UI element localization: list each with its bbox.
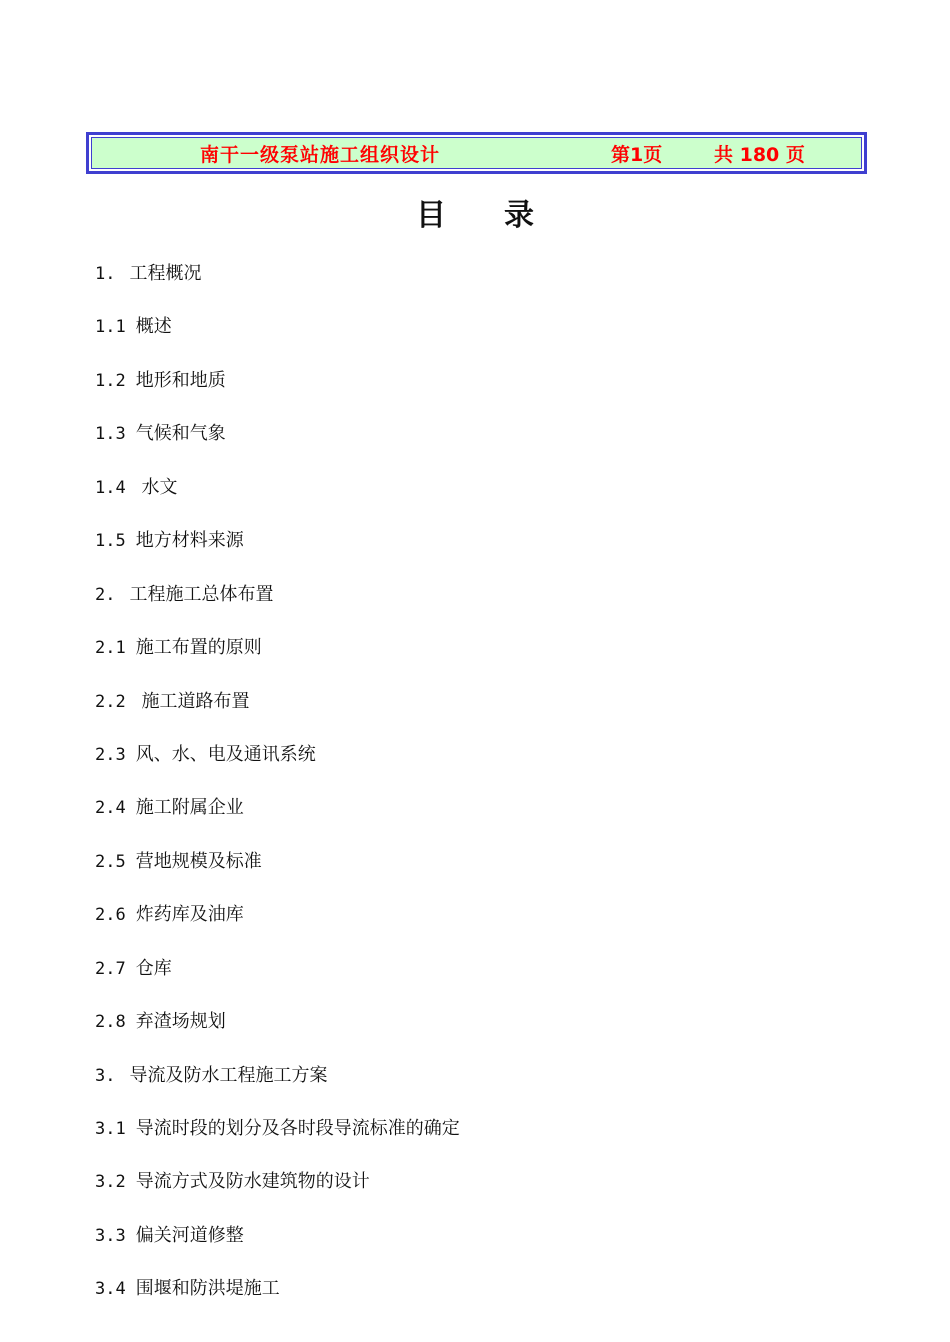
toc-entry-number: 1.4 — [95, 477, 126, 498]
toc-entry-label: 施工布置的原则 — [135, 637, 262, 659]
toc-entry-label: 工程概况 — [129, 263, 202, 284]
page-header-box — [86, 132, 867, 174]
toc-entry[interactable] — [95, 630, 855, 683]
toc-heading: 目录 — [416, 198, 592, 233]
toc-entry[interactable] — [95, 1164, 855, 1217]
page-number: 第1页 — [611, 143, 663, 166]
toc-entry-label: 偏关河道修整 — [135, 1224, 244, 1246]
toc-entry[interactable] — [95, 1111, 855, 1164]
toc-entry-number: 2.4 — [95, 798, 126, 819]
toc-entry-number: 2.2 — [95, 691, 126, 712]
toc-entry-label: 施工附属企业 — [135, 797, 244, 819]
toc-entry-label: 气候和气象 — [135, 423, 226, 445]
toc-entry-label: 工程施工总体布置 — [129, 583, 274, 605]
toc-entry-number: 2.7 — [95, 958, 126, 979]
toc-entry-number: 2. — [95, 584, 116, 605]
page-total: 共 180 页 — [714, 143, 805, 166]
toc-entry[interactable] — [95, 523, 855, 576]
toc-entry[interactable] — [95, 363, 855, 416]
toc-entry-number: 2.1 — [95, 638, 126, 659]
toc-entry[interactable] — [95, 416, 855, 469]
toc-entry-label: 导流及防水工程施工方案 — [129, 1064, 328, 1086]
toc-entry-label: 导流方式及防水建筑物的设计 — [135, 1171, 370, 1193]
toc-entry-number: 2.8 — [95, 1012, 126, 1033]
toc-entry[interactable] — [95, 951, 855, 1004]
toc-entry[interactable] — [95, 897, 855, 950]
toc-entry-number: 3.3 — [95, 1225, 126, 1246]
toc-entry-number: 1.3 — [95, 424, 126, 445]
toc-entry[interactable] — [95, 470, 855, 523]
toc-entry-label: 营地规模及标准 — [135, 850, 262, 872]
toc-entry[interactable] — [95, 1271, 855, 1324]
toc-entry[interactable] — [95, 737, 855, 790]
toc-list — [95, 256, 855, 1325]
page-header-inner — [91, 137, 862, 169]
toc-entry-label: 导流时段的划分及各时段导流标准的确定 — [135, 1118, 460, 1139]
toc-entry-number: 2.5 — [95, 851, 126, 872]
toc-entry-label: 地形和地质 — [135, 369, 226, 391]
toc-entry[interactable] — [95, 684, 855, 737]
toc-entry[interactable] — [95, 577, 855, 630]
toc-entry-label: 弃渣场规划 — [135, 1011, 226, 1033]
toc-entry-number: 2.3 — [95, 744, 126, 765]
document-title: 南干一级泵站施工组织设计 — [200, 143, 441, 166]
toc-entry-label: 炸药库及油库 — [135, 904, 244, 926]
toc-entry-label: 围堰和防洪堤施工 — [135, 1278, 280, 1300]
toc-entry[interactable] — [95, 1218, 855, 1271]
toc-entry[interactable] — [95, 844, 855, 897]
toc-entry-label: 施工道路布置 — [135, 690, 250, 712]
toc-entry-number: 2.6 — [95, 905, 126, 926]
toc-entry-label: 地方材料来源 — [135, 530, 244, 552]
toc-entry[interactable] — [95, 256, 855, 309]
toc-entry-number: 3. — [95, 1065, 116, 1086]
toc-entry-label: 风、水、电及通讯系统 — [135, 743, 316, 765]
toc-entry-number: 3.2 — [95, 1172, 126, 1193]
toc-entry-number: 1.1 — [95, 317, 126, 338]
toc-entry-number: 1.5 — [95, 531, 126, 552]
toc-entry[interactable] — [95, 309, 855, 362]
toc-entry-label: 概述 — [135, 316, 172, 338]
toc-entry-number: 1. — [95, 264, 116, 284]
toc-entry-number: 3.1 — [95, 1119, 126, 1139]
toc-entry-label: 仓库 — [135, 957, 172, 979]
toc-entry[interactable] — [95, 790, 855, 843]
toc-entry-number: 3.4 — [95, 1279, 126, 1300]
toc-entry[interactable] — [95, 1004, 855, 1057]
toc-entry[interactable] — [95, 1058, 855, 1111]
toc-entry-number: 1.2 — [95, 370, 126, 391]
toc-entry-label: 水文 — [135, 476, 178, 498]
